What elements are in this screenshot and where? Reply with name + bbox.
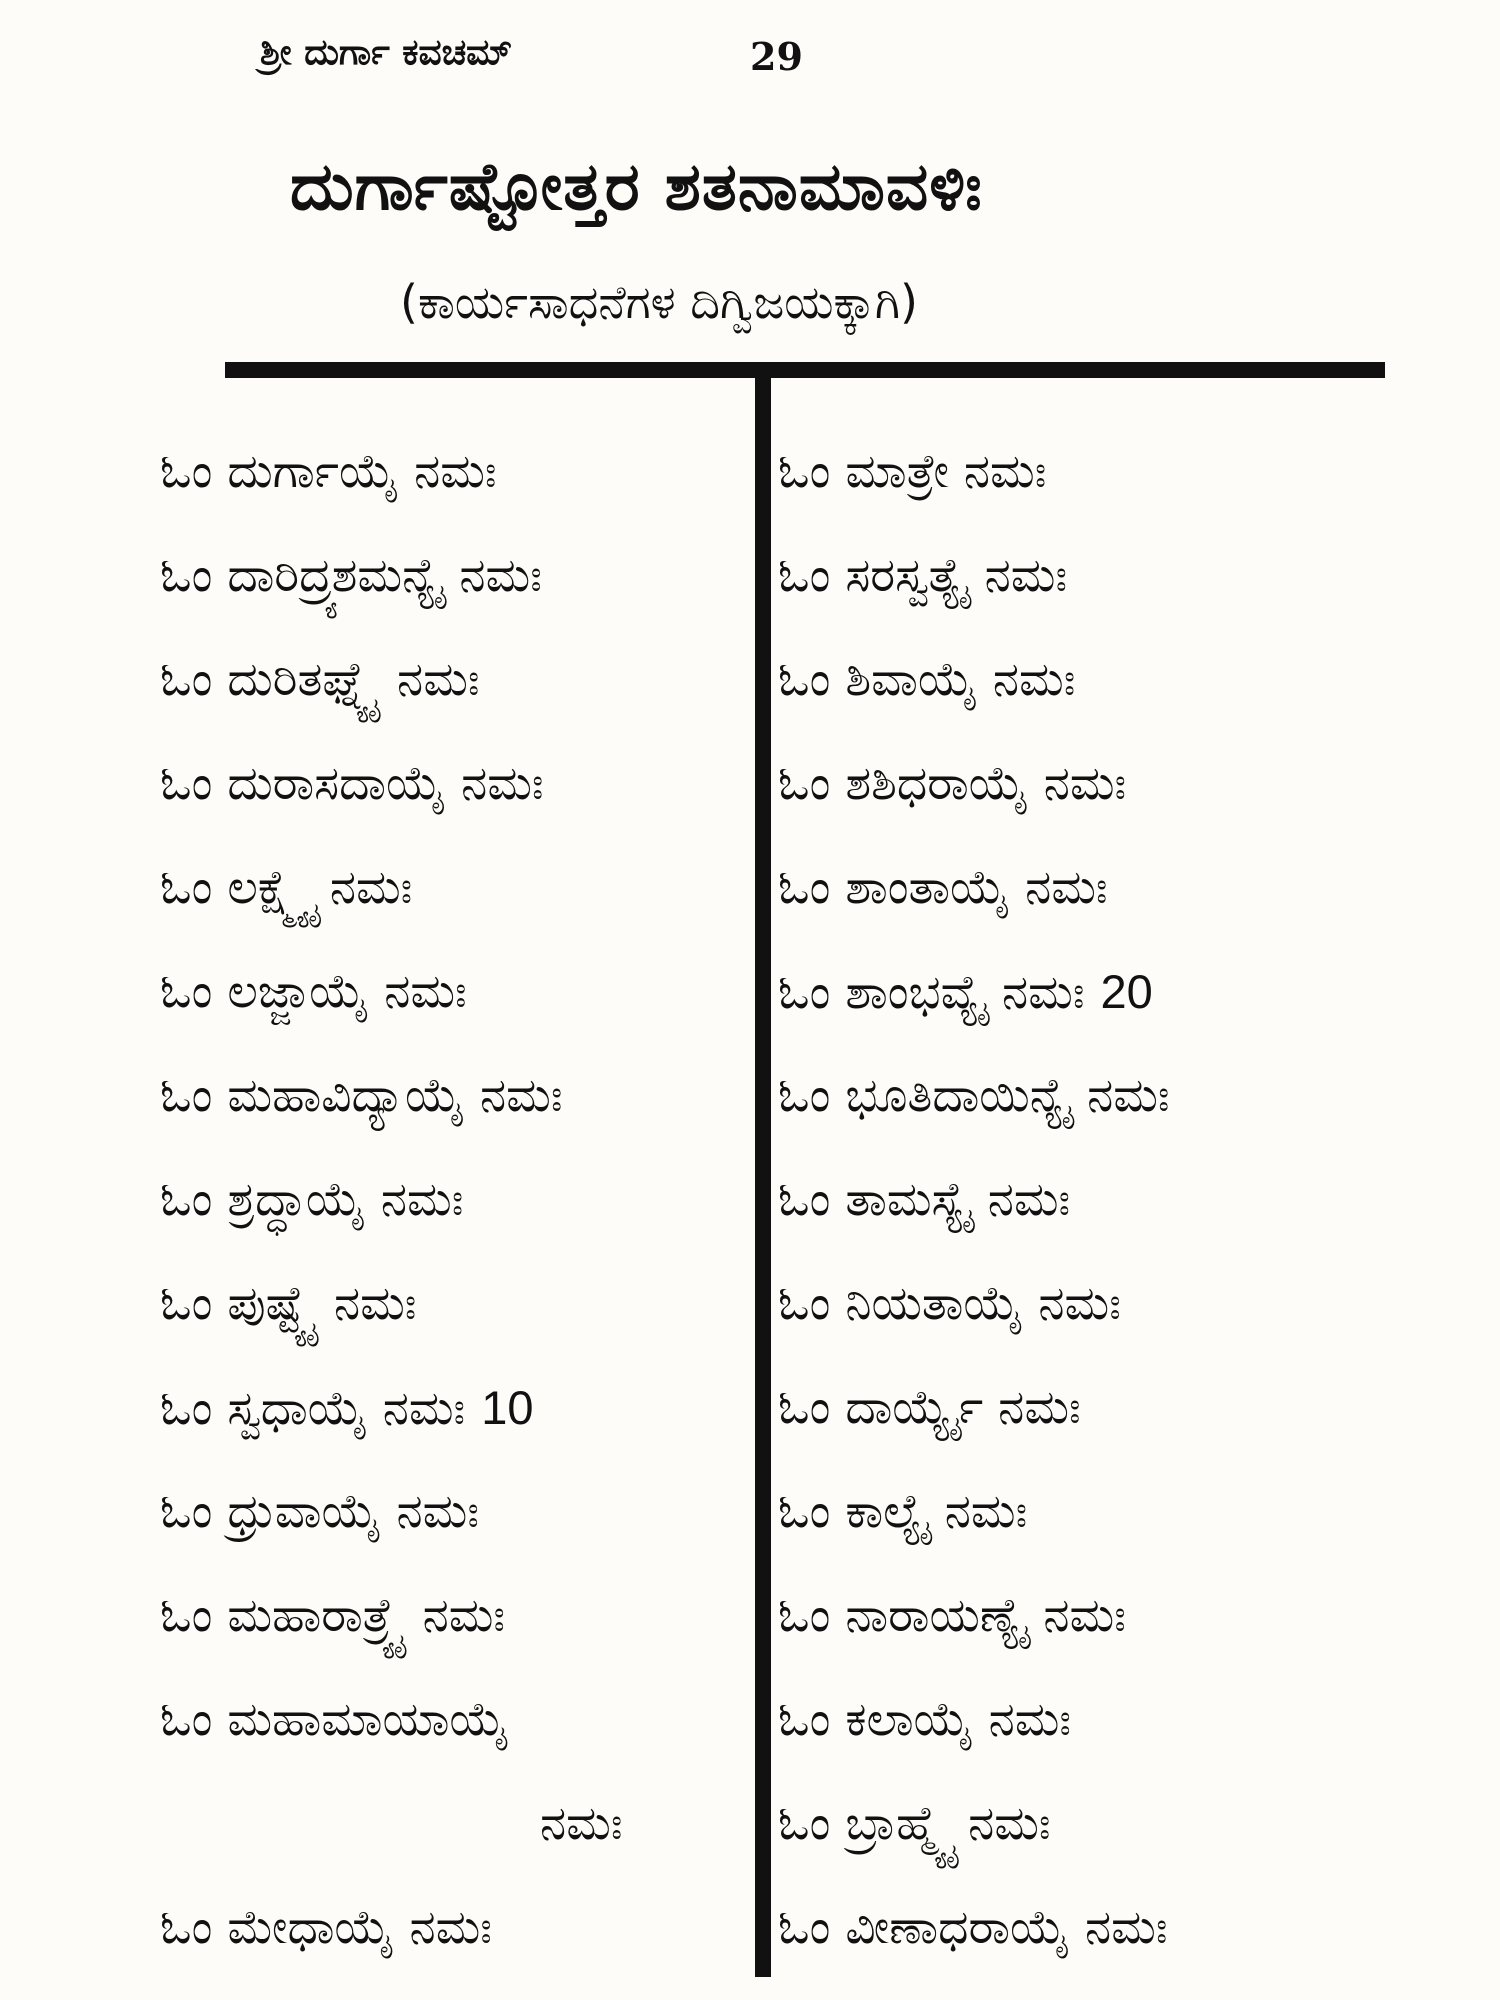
- list-item: [160, 1772, 750, 1876]
- name-line: ಓಂ ಕಲಾಯೈ ನಮಃ: [778, 1692, 1072, 1747]
- list-item: [160, 1356, 750, 1460]
- name-line: ಓಂ ಮಾತ್ರೇ ನಮಃ: [778, 444, 1047, 499]
- list-item: [778, 732, 1488, 836]
- name-line: ಓಂ ಸರಸ್ವತ್ಯೈ ನಮಃ: [778, 548, 1068, 603]
- name-line: ಓಂ ದಾರಿದ್ರ್ಯಶಮನ್ಯೈ ನಮಃ: [160, 548, 542, 603]
- name-line: ಓಂ ದುರ್ಗಾಯೈ ನಮಃ: [160, 444, 497, 499]
- list-item: [160, 1668, 750, 1772]
- list-item: [160, 420, 750, 524]
- right-column: [778, 420, 1488, 1980]
- list-item: [778, 1148, 1488, 1252]
- running-title: ಶ್ರೀ ದುರ್ಗಾ ಕವಚಮ್: [260, 32, 513, 73]
- name-line: ಓಂ ನಿಯತಾಯೈ ನಮಃ: [778, 1276, 1121, 1331]
- list-item: [778, 1668, 1488, 1772]
- name-line: ಓಂ ಶಿವಾಯೈ ನಮಃ: [778, 652, 1076, 707]
- list-item: [160, 1564, 750, 1668]
- name-line: ಓಂ ಪುಷ್ಟ್ಯೈ ನಮಃ: [160, 1276, 417, 1331]
- list-item: [778, 940, 1488, 1044]
- list-item: [778, 1772, 1488, 1876]
- list-item: [160, 1460, 750, 1564]
- list-item: [160, 628, 750, 732]
- name-line: ಓಂ ಮೇಧಾಯೈ ನಮಃ: [160, 1900, 492, 1955]
- list-item: [778, 628, 1488, 732]
- list-item: [160, 1148, 750, 1252]
- count-marker: 10: [481, 1381, 534, 1434]
- list-item: [160, 1044, 750, 1148]
- name-line: ಓಂ ಲಕ್ಷ್ಮ್ಯೈ ನಮಃ: [160, 860, 413, 915]
- name-line: ಓಂ ಬ್ರಾಹ್ಮ್ಯೈ ನಮಃ: [778, 1796, 1051, 1851]
- name-line: ಓಂ ಶಶಿಧರಾಯೈ ನಮಃ: [778, 756, 1127, 811]
- name-line: ಓಂ ಶಾಂಭವ್ಯೈ ನಮಃ: [778, 965, 1085, 1020]
- name-line: ಓಂ ಮಹಾಮಾಯಾಯೈ: [160, 1692, 510, 1747]
- name-line: ಓಂ ಶಾಂತಾಯೈ ನಮಃ: [778, 860, 1108, 915]
- name-line: ಓಂ ವೀಣಾಧರಾಯೈ ನಮಃ: [778, 1900, 1168, 1955]
- list-item: [778, 1460, 1488, 1564]
- list-item: [778, 836, 1488, 940]
- list-item: [160, 524, 750, 628]
- name-line: ಓಂ ದಾರ್ಯ್ಯೈ ನಮಃ: [778, 1380, 1081, 1435]
- name-line: ಓಂ ತಾಮಸ್ಯೈ ನಮಃ: [778, 1172, 1071, 1227]
- count-marker: 20: [1100, 965, 1153, 1018]
- name-line: ಓಂ ಮಹಾರಾತ್ರ್ಯೈ ನಮಃ: [160, 1588, 506, 1643]
- page-subtitle: (ಕಾರ್ಯಸಾಧನೆಗಳ ದಿಗ್ವಿಜಯಕ್ಕಾಗಿ): [400, 275, 918, 329]
- left-column: [160, 420, 750, 1980]
- list-item: [160, 1252, 750, 1356]
- name-line: ಓಂ ಲಜ್ಜಾಯೈ ನಮಃ: [160, 964, 467, 1019]
- list-item: [778, 420, 1488, 524]
- list-item: [778, 1252, 1488, 1356]
- name-line-continuation: ನಮಃ: [540, 1796, 623, 1851]
- list-item: [160, 1876, 750, 1980]
- horizontal-rule: [225, 362, 1385, 378]
- name-line: ಓಂ ಭೂತಿದಾಯಿನ್ಯೈ ನಮಃ: [778, 1068, 1170, 1123]
- list-item: [160, 732, 750, 836]
- name-line: ಓಂ ಧ್ರುವಾಯೈ ನಮಃ: [160, 1484, 480, 1539]
- column-divider: [755, 372, 771, 1977]
- name-line: ಓಂ ಶ್ರದ್ಧಾಯೈ ನಮಃ: [160, 1172, 464, 1227]
- list-item: [778, 1356, 1488, 1460]
- list-item: [160, 836, 750, 940]
- name-line: ಓಂ ದುರಾಸದಾಯೈ ನಮಃ: [160, 756, 544, 811]
- name-line: ಓಂ ನಾರಾಯಣ್ಯೈ ನಮಃ: [778, 1588, 1126, 1643]
- page-number: 29: [750, 34, 803, 79]
- list-item: [778, 1876, 1488, 1980]
- name-line: ಓಂ ಕಾಲ್ಯೈ ನಮಃ: [778, 1484, 1028, 1539]
- list-item: [778, 1564, 1488, 1668]
- name-line: ಓಂ ದುರಿತಘ್ನ್ಯೈ ನಮಃ: [160, 652, 480, 707]
- list-item: [160, 940, 750, 1044]
- name-line: ಓಂ ಮಹಾವಿದ್ಯಾಯೈ ನಮಃ: [160, 1068, 563, 1123]
- running-header: [260, 20, 820, 90]
- name-line: ಓಂ ಸ್ವಧಾಯೈ ನಮಃ: [160, 1381, 466, 1436]
- page-title: ದುರ್ಗಾಷ್ಟೋತ್ತರ ಶತನಾಮಾವಳಿಃ: [290, 148, 983, 225]
- list-item: [778, 524, 1488, 628]
- list-item: [778, 1044, 1488, 1148]
